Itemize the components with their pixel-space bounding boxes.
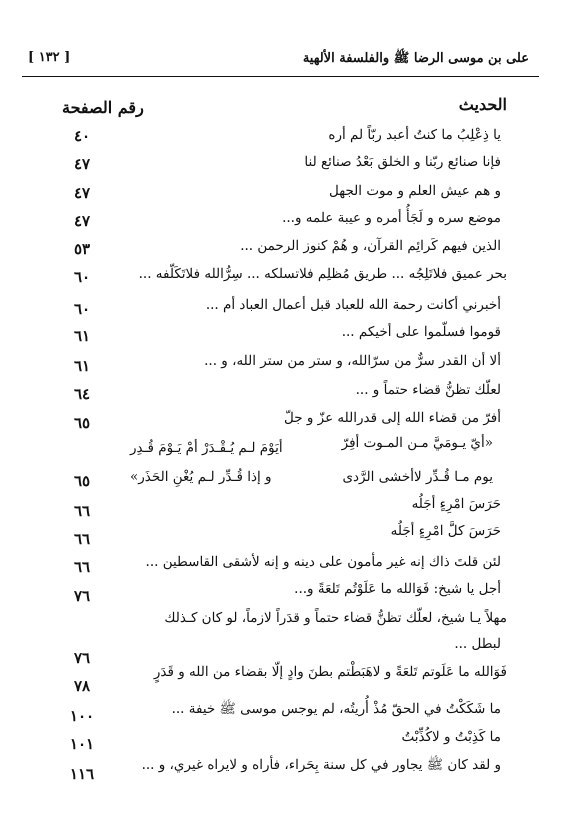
hadith-entry: ألا أن القدر سرٌّ من سرّالله، و ستر من ستر الله، و ... [204,353,501,369]
entry-page: ١١٦ [69,765,95,783]
poem-block [130,435,493,495]
entry-page: ٤٠ [73,127,91,145]
hadith-entry: حَرَسَ كلَّ امْرِءٍ أجَلُه [390,523,501,539]
poem-hemistich: أيَوْمَ لـم يُـقْـدَرْ أمْ يَـوْمَ قُـدِر [130,440,283,456]
entry-page: ٤٧ [73,212,91,230]
entry-page: ٤٧ [73,184,91,202]
hadith-entry-continuation: لبطل ... [454,636,501,652]
hadith-entry: و لقد كان ﷺ يجاور في كل سنة بِحَراء، فأراه و لايراه غيري، و ... [141,757,501,773]
header-rule [22,76,539,77]
hadith-entry: يا ذِعْلِبُ ما كنتُ أعبد ربّاً لم أره [328,127,501,143]
hadith-entry: أفرّ من قضاء الله إلى قدرالله عزّ و جلّ [283,410,501,426]
entry-page: ٦٥ [73,414,91,432]
entry-page: ٦٤ [73,385,91,403]
running-head: على بن موسى الرضا ﷺ والفلسفة الألهية [302,51,529,66]
hadith-entry: لعلّك تظنُّ قضاء حتماً و ... [355,382,501,398]
column-header-hadith: الحديث [458,95,507,114]
entry-page: ٤٧ [73,155,91,173]
entry-page: ٦٦ [73,502,91,520]
entry-page: ٦١ [73,327,91,345]
entry-page: ٦٠ [73,300,91,318]
hadith-entry: فإنا صنائع ربّنا و الخلق بَعْدُ صنائع لنا [304,154,501,170]
poem-hemistich: «أيّ يـومَيَّ مـن المـوت أفِرّ [341,435,493,451]
entry-page: ٦١ [73,357,91,375]
page-header [22,46,539,72]
poem-hemistich: يوم مـا قُـدِّر لاأخشى الرَّدى [342,469,493,485]
hadith-entry: أجل يا شيخ: فَوَالله ما عَلَوْتُم تَلعَةً و... [294,581,501,597]
page-number: [ ١٣٢ ] [28,50,71,65]
entry-page: ٧٨ [73,677,91,695]
entry-page: ٧٦ [73,649,91,667]
hadith-entry: لئن قلتَ ذاك إنه غير مأمون على دينه و إنه لأشقى القاسطين ... [145,554,501,570]
hadith-entry: مهلاً يـا شيخ، لعلّك تظنُّ قضاء حتماً و قدَراً لازماً، لو كان كـذلك [164,610,507,626]
entry-page: ٥٣ [73,240,91,258]
hadith-entry: الذين فيهم كَرائِم القرآن، و هُمْ كنوز الرحمن ... [240,238,501,254]
entry-page: ١٠١ [69,735,95,753]
entry-page: ٦٦ [73,530,91,548]
hadith-entry: ما شَكَكْتُ في الحقّ مُذْ أُريتُه، لم يوجس موسى ﷺ خيفة ... [171,701,501,717]
entry-page: ٦٦ [73,558,91,576]
hadith-entry: و هم عيش العلم و موت الجهل [329,183,501,199]
hadith-entry: حَرَسَ امْرِءٍ أجَلُه [411,496,501,512]
entry-page: ٦٠ [73,268,91,286]
hadith-entry: أخبرني أكانت رحمة الله للعباد قبل أعمال العباد أم ... [205,297,501,313]
hadith-entry: موضع سره و لَجَأُ أمره و عيبة علمه و... [282,210,501,226]
entry-page: ٦٥ [73,472,91,490]
entry-page: ٧٦ [73,587,91,605]
entry-page: ١٠٠ [69,707,95,725]
hadith-entry: قوموا فسلّموا على أخيكم ... [341,324,501,340]
column-header-page: رقم الصفحة [62,98,144,117]
hadith-entry: فَوَالله ما عَلَوتم تَلعَةً و لاهَبَطْتم بطنَ وادٍ إلّا بقضاء من الله و قَدَرٍ [153,664,507,680]
hadith-entry: بحر عميق فلاتَلِجُه ... طريق مُظلِم فلاتسلكه ... سِرُّالله فلاتَكَلّفه ... [138,266,507,282]
poem-hemistich: و إذا قُـدِّر لـم يُغْنِ الحَذَر» [130,469,272,485]
hadith-entry: ما كَذِبْتُ و لاكُذِّبْتُ [401,729,501,745]
